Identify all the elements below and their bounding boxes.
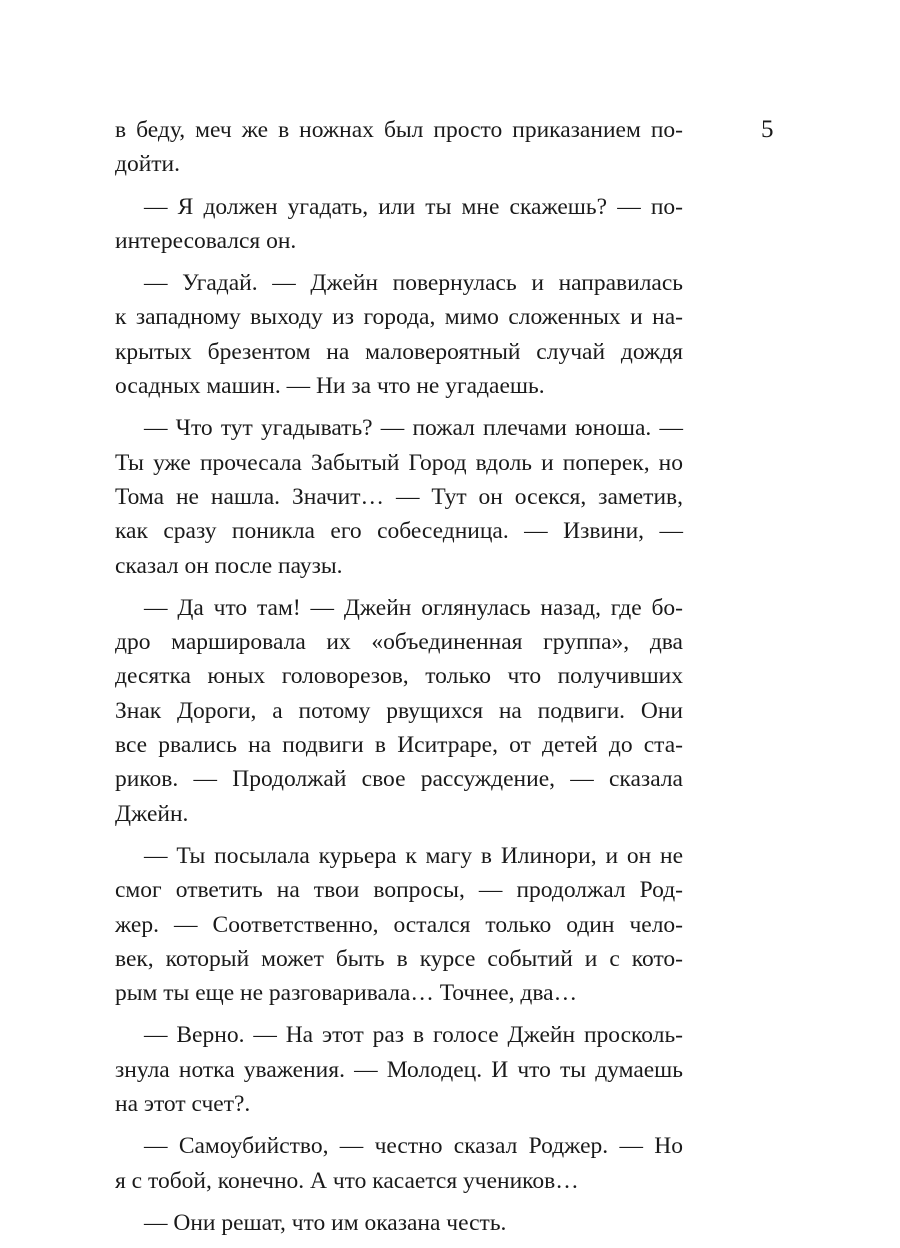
paragraph xyxy=(115,266,683,403)
text-line: дойти. xyxy=(115,151,181,178)
text-line: крытых брезентом на маловероятный случай дождя xyxy=(115,338,683,365)
text-line: Знак Дороги, а потому рвущихся на подвиги. Они xyxy=(115,697,683,724)
text-line: дро маршировала их «объединенная группа», два xyxy=(115,629,683,656)
text-line: как сразу поникла его собеседница. — Извини, — xyxy=(115,518,683,545)
text-line: век, который может быть в курсе событий и с кото- xyxy=(115,945,683,972)
text-line: к западному выходу из города, мимо сложенных и на- xyxy=(115,304,683,331)
text-line: смог ответить на твои вопросы, — продолжал Род- xyxy=(115,877,683,904)
text-line: — Они решат, что им оказана честь. xyxy=(144,1209,507,1236)
body-text xyxy=(115,113,683,1248)
paragraph xyxy=(115,411,683,582)
text-line: интересовался он. xyxy=(115,227,297,254)
paragraph xyxy=(115,190,683,259)
text-line: Ты уже прочесала Забытый Город вдоль и поперек, но xyxy=(115,449,683,476)
text-line: знула нотка уважения. — Молодец. И что ты думаешь xyxy=(115,1056,683,1083)
paragraph xyxy=(115,1129,683,1198)
page-number: 5 xyxy=(761,116,774,143)
text-line: — Самоубийство, — честно сказал Роджер. — Но xyxy=(144,1133,683,1160)
paragraph xyxy=(115,839,683,1010)
paragraph xyxy=(115,113,683,182)
text-line: — Угадай. — Джейн повернулась и направилась xyxy=(144,270,683,297)
text-line: Тома не нашла. Значит… — Тут он осекся, заметив, xyxy=(115,483,683,510)
text-line: жер. — Соответственно, остался только один чело- xyxy=(115,911,683,938)
text-line: на этот счет?. xyxy=(115,1091,251,1118)
text-line: в беду, меч же в ножнах был просто приказанием по- xyxy=(115,117,683,143)
text-line: — Я должен угадать, или ты мне скажешь? — по- xyxy=(144,193,683,220)
text-line: рым ты еще не разговаривала… Точнее, два… xyxy=(115,980,578,1007)
paragraph xyxy=(115,591,683,831)
text-line: — Верно. — На этот раз в голосе Джейн просколь- xyxy=(144,1022,683,1049)
text-line: осадных машин. — Ни за что не угадаешь. xyxy=(115,373,545,400)
text-line: — Что тут угадывать? — пожал плечами юноша. — xyxy=(144,415,683,442)
text-line: риков. — Продолжай свое рассуждение, — сказала xyxy=(115,766,683,793)
text-line: Джейн. xyxy=(115,800,189,827)
paragraph xyxy=(115,1018,683,1121)
text-line: — Да что там! — Джейн оглянулась назад, где бо- xyxy=(144,594,683,621)
text-line: — Ты посылала курьера к магу в Илинори, и он не xyxy=(144,842,683,869)
text-line: сказал он после паузы. xyxy=(115,552,343,579)
paragraph xyxy=(115,1206,683,1240)
text-line: я с тобой, конечно. А что касается учеников… xyxy=(115,1167,579,1194)
text-line: все рвались на подвиги в Иситраре, от детей до ста- xyxy=(115,732,683,759)
text-line: десятка юных головорезов, только что получивших xyxy=(115,663,683,690)
